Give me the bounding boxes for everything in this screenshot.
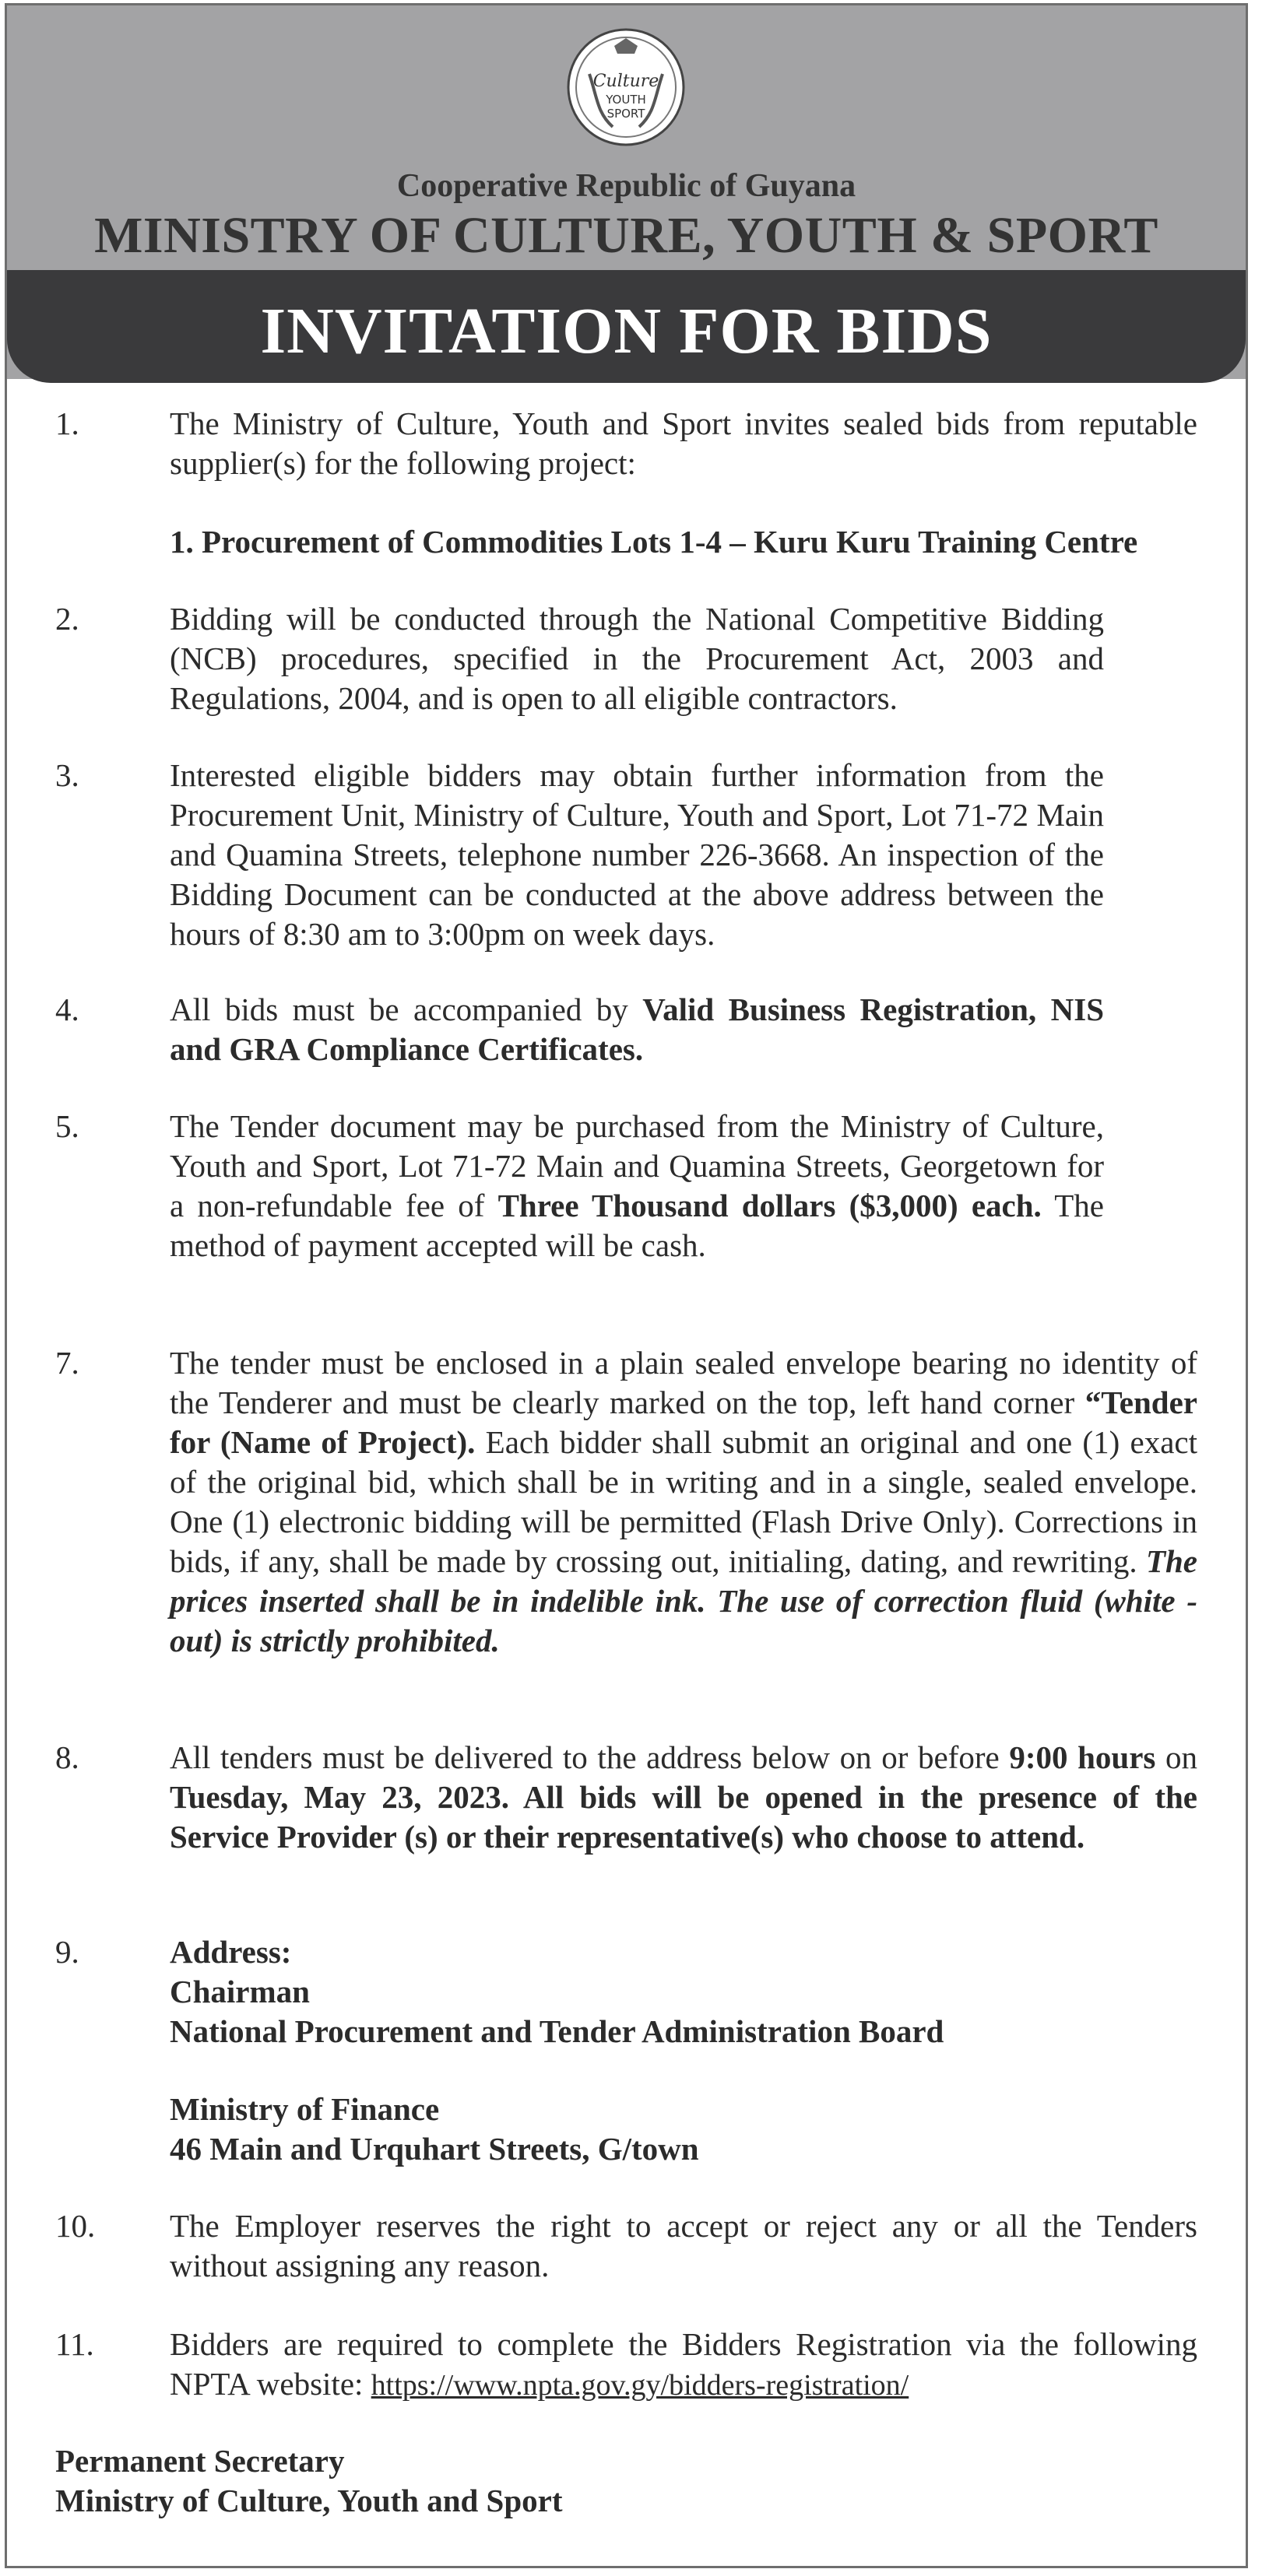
item-text-plain: The tender must be enclosed in a plain sealed envelope bearing no identity of the Tenderer and must be clearly marked on the top, left hand corner [170, 1345, 1197, 1420]
svg-text:Culture: Culture [592, 72, 659, 91]
item-text: Bidding will be conducted through the National Competitive Bidding (NCB) procedures, specified in the Procurement Act, 2003 and Regulations, 2004, and is open to all eligible contractors. [170, 601, 1104, 716]
page-title: INVITATION FOR BIDS [260, 295, 993, 367]
item-number: 10. [55, 2208, 96, 2244]
item-number: 5. [55, 1108, 79, 1144]
address-line: Chairman [170, 1974, 310, 2009]
address-line: 46 Main and Urquhart Streets, G/town [170, 2131, 699, 2167]
item-number: 3. [55, 757, 79, 793]
item-text [170, 1343, 1197, 1661]
item-text-plain: All bids must be accompanied by [170, 991, 643, 1027]
item-text-bold: 9:00 hours [1009, 1739, 1156, 1775]
item-text-plain: All tenders must be delivered to the address below on or before [170, 1739, 1010, 1775]
svg-text:YOUTH: YOUTH [606, 93, 646, 107]
item-text [170, 990, 1104, 1069]
item-text-bold-italic: The prices inserted shall be in indelible ink. The use of correction fluid (white -out) is strictly prohibited. [170, 1543, 1197, 1658]
item-text-bold: Valid Business Registration, NIS and GRA Compliance Certificates. [170, 991, 1104, 1067]
item-number: 11. [55, 2326, 94, 2362]
address-line: Ministry of Finance [170, 2091, 440, 2127]
item-text [170, 1738, 1197, 1857]
item-text: The Ministry of Culture, Youth and Sport invites sealed bids from reputable supplier(s) for the following project: [170, 405, 1197, 481]
country-name: Cooperative Republic of Guyana [396, 168, 856, 204]
item-text-bold: “Tender for (Name of Project). [170, 1385, 1197, 1460]
item-number: 7. [55, 1345, 79, 1381]
item-number: 9. [55, 1934, 79, 1970]
ministry-name: MINISTRY OF CULTURE, YOUTH & SPORT [94, 207, 1158, 264]
item-text-plain: on [1155, 1739, 1197, 1775]
address-line: National Procurement and Tender Administration Board [170, 2013, 944, 2049]
item-text-plain: Each bidder shall submit an original and one (1) exact of the original bid, which shall be in writing and in a single, sealed envelope. One (1) electronic bidding will be permitted (Flash Drive Only). Corrections in bids, if any, shall be made by crossing out, initialing, dating, and rewriting. [170, 1424, 1197, 1579]
address-label: Address: [170, 1934, 292, 1970]
item-text: The Employer reserves the right to accept or reject any or all the Tenders without assigning any reason. [170, 2208, 1197, 2283]
signature-title: Permanent Secretary [55, 2443, 345, 2479]
svg-text:SPORT: SPORT [606, 107, 645, 121]
item-number: 4. [55, 991, 79, 1027]
item-text: Interested eligible bidders may obtain further information from the Procurement Unit, Ministry of Culture, Youth and Sport, Lot 71-72 Main and Quamina Streets, telephone number 226-3668. An inspection of the Bidding Document can be conducted at the above address between the hours of 8:30 am to 3:00pm on week days. [170, 757, 1104, 952]
item-number: 1. [55, 405, 79, 441]
registration-link[interactable]: https://www.npta.gov.gy/bidders-registration/ [371, 2369, 909, 2402]
signature-org: Ministry of Culture, Youth and Sport [55, 2483, 563, 2518]
project-title: 1. Procurement of Commodities Lots 1-4 – Kuru Kuru Training Centre [170, 524, 1138, 560]
item-number: 8. [55, 1739, 79, 1775]
ministry-logo [566, 27, 686, 147]
item-text-plain: Bidders are required to complete the Bidders Registration via the following NPTA website: [170, 2326, 1197, 2402]
item-text-bold: Three Thousand dollars ($3,000) each. [497, 1188, 1042, 1223]
notice-frame [5, 3, 1248, 2568]
item-text-plain: The Tender document may be purchased from the Ministry of Culture, Youth and Sport, Lot 71-72 Main and Quamina Streets, Georgetown for a non-refundable fee of [170, 1108, 1104, 1223]
item-text [170, 1107, 1104, 1265]
item-number: 2. [55, 601, 79, 637]
item-text-bold: Tuesday, May 23, 2023. All bids will be opened in the presence of the Service Provider (s) or their representative(s) who choose to attend. [170, 1779, 1197, 1855]
item-text-plain: The method of payment accepted will be cash. [170, 1188, 1104, 1263]
item-text [170, 2325, 1197, 2406]
